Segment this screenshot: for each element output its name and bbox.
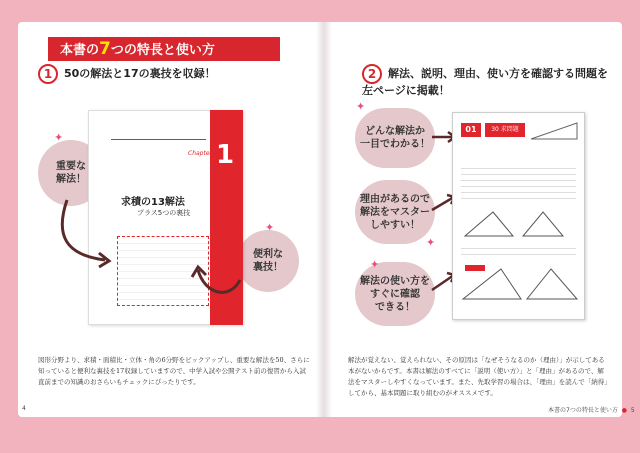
sparkle-icon: ✦: [265, 221, 275, 234]
left-page-number: 4: [22, 405, 26, 412]
point2-number: 2: [362, 64, 382, 84]
book-spine: [316, 22, 332, 417]
diagram-figure-1: [463, 208, 573, 238]
diagram-figure-2: [461, 263, 579, 303]
sample-text-block: [461, 163, 576, 203]
right-footer: 本書の7つの特長と使い方 ● 5: [548, 407, 635, 414]
sparkle-icon: ✦: [426, 236, 436, 249]
right-footer-title: 本書の7つの特長と使い方: [548, 407, 618, 414]
point1-number: 1: [38, 64, 58, 84]
sample-number: 01: [461, 123, 481, 137]
left-body-text: 図形分野より、求積・面積比・立体・角の6分野をピックアップし、重要な解法を50、さらに知っていると便利な裏技を17収録していますので、中学入試や公開テスト前の復習から入試直前までの知識のおさらいもチェックにぴったりです。: [38, 356, 310, 386]
sparkle-icon: ✦: [356, 100, 366, 113]
feature-banner: [48, 37, 280, 61]
bubble-reason: 理由があるので 解法をマスター しやすい！: [355, 180, 435, 244]
bubble-usage: 解法の使い方を すぐに確認 できる！: [355, 262, 435, 326]
arrow-important: [55, 195, 115, 275]
bubble-important: 重要な 解法！: [38, 140, 104, 206]
point1-heading: [38, 64, 308, 84]
point2-title: 解法、説明、理由、使い方を確認する問題を左ページに掲載！: [362, 67, 608, 97]
point1-title: 50の解法と17の裏技を収録！: [64, 67, 216, 80]
bubble-what: どんな解法か 一目でわかる！: [355, 108, 435, 168]
book-title: 求積の13解法: [121, 197, 185, 208]
bubble-handy: 便利な 裏技！: [237, 230, 299, 292]
sample-text-block-2: [461, 243, 576, 259]
sample-problem-page: [452, 112, 585, 320]
sparkle-icon: ✦: [370, 258, 380, 271]
triangle-figure: [529, 121, 579, 141]
sparkle-icon: ✦: [54, 131, 64, 144]
arrow-handy: [190, 245, 250, 305]
banner-prefix: 本書の: [60, 43, 100, 58]
book-subtitle: プラス5つの裏技: [137, 209, 191, 217]
right-page-number: 5: [630, 407, 635, 414]
right-body-text: 解法が覚えない、覚えられない、その原因は「なぜそうなるのか（理由）」が示してある本がないからです。本書は解法のすべてに「説明（使い方）」と「理由」があるので、解法をマスターしやすくなっています。また、先取学習の場合は、「理由」を読んで「納得」してから、基本問題に取り組むのがオススメです。: [348, 356, 608, 397]
chapter-label: Chapter: [188, 150, 212, 157]
sample-title: 30 求問題: [485, 123, 525, 137]
banner-number: 7: [99, 39, 111, 59]
banner-suffix: つの特長と使い方: [110, 43, 215, 58]
chapter-number: 1: [216, 140, 235, 170]
point2-heading: [362, 64, 617, 98]
